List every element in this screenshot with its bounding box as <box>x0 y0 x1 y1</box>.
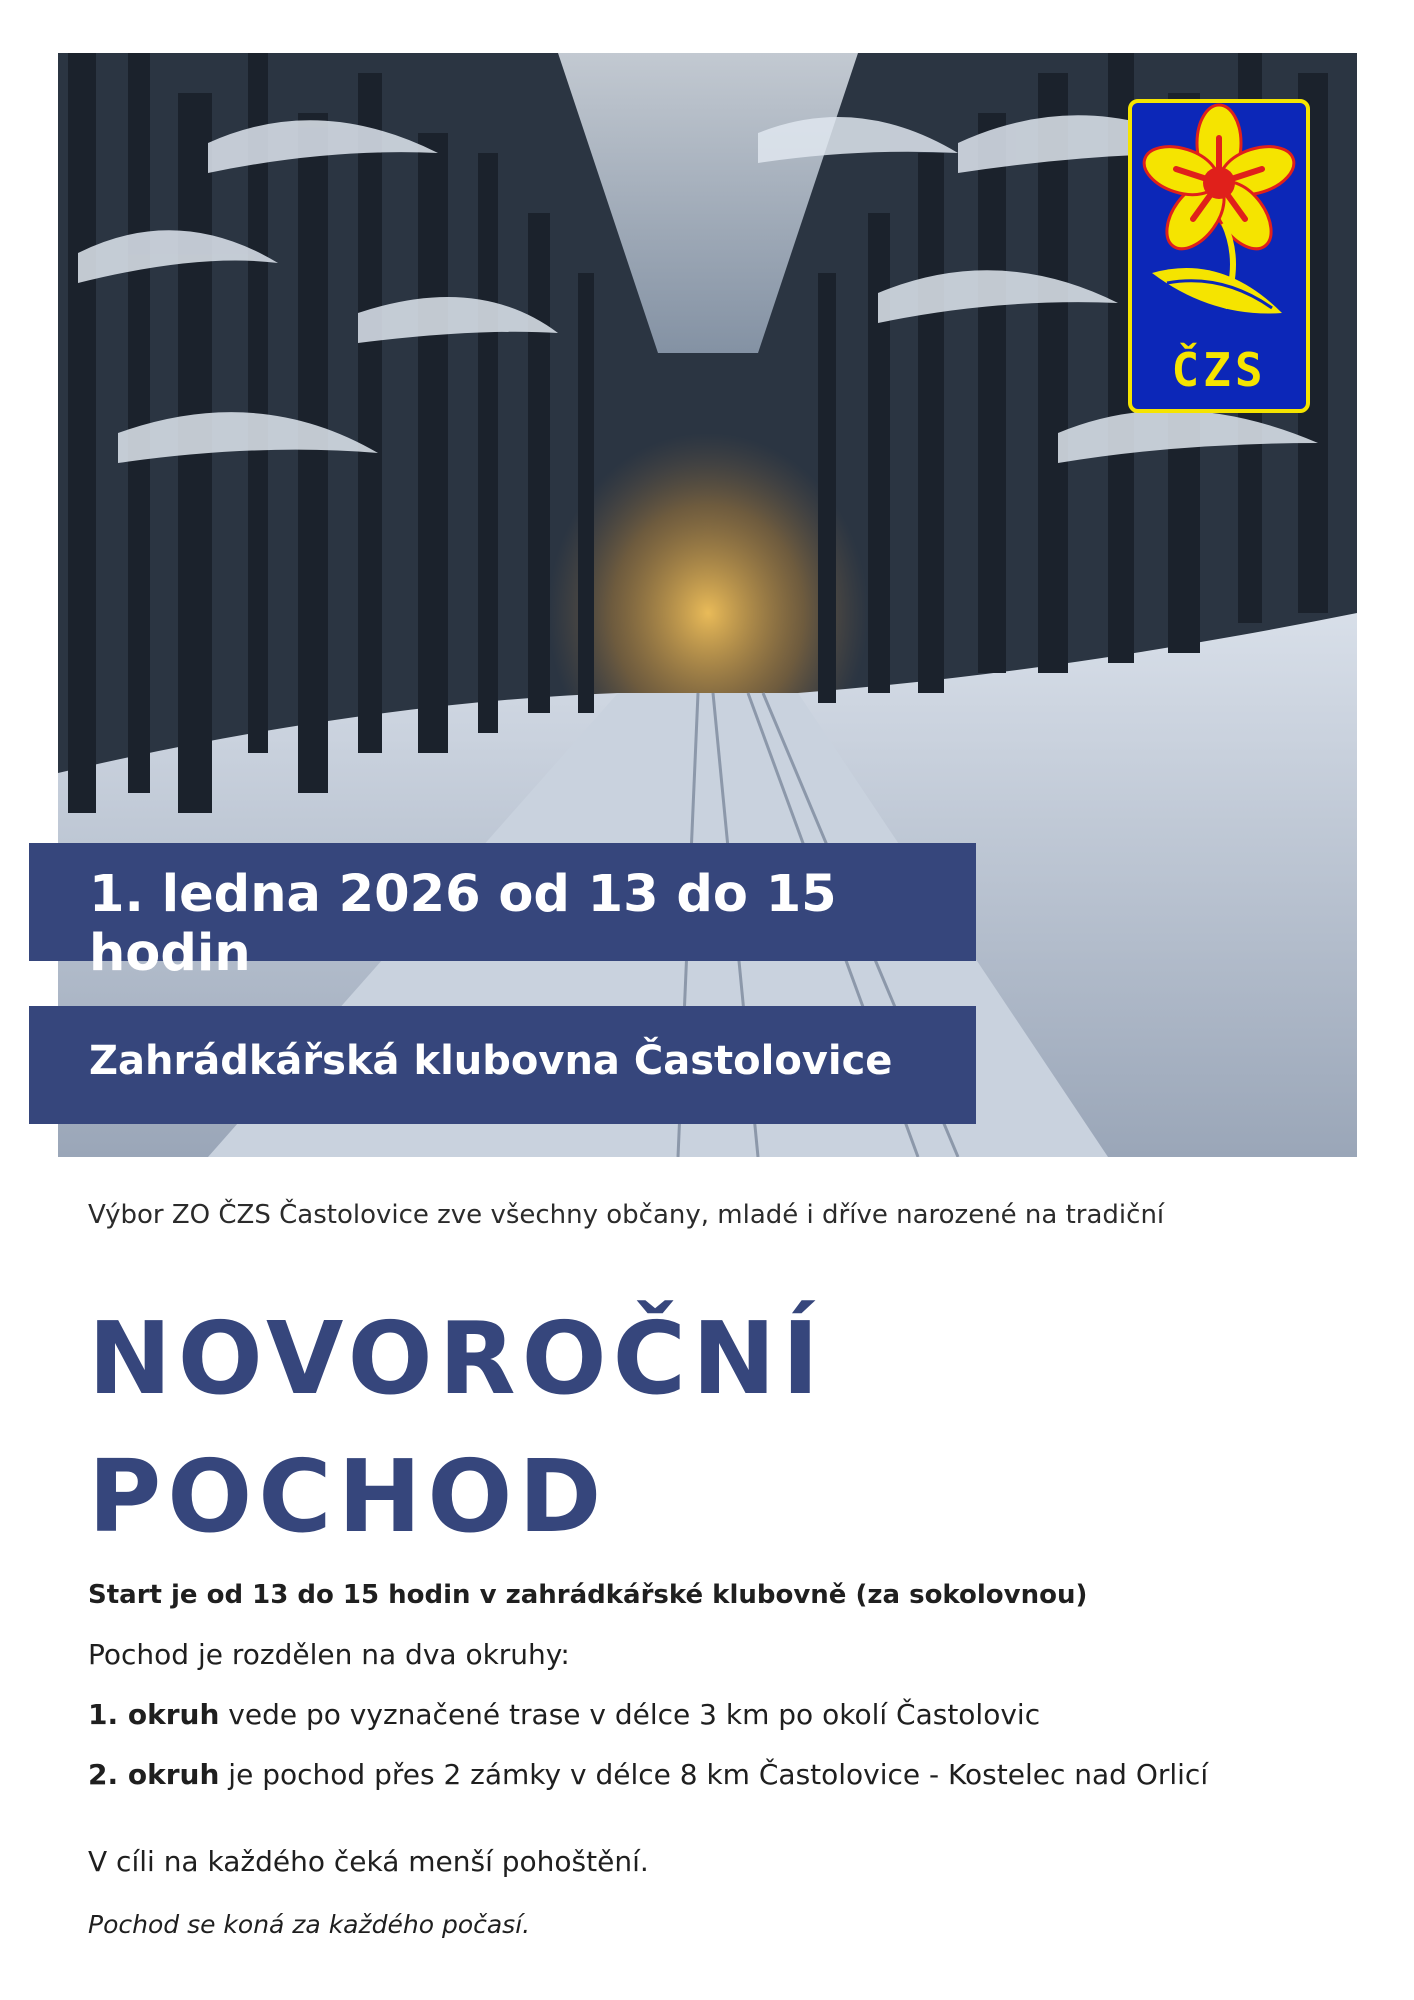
title-line-1: NOVOROČNÍ <box>88 1300 825 1417</box>
weather-info: Pochod se koná za každého počasí. <box>88 1910 531 1939</box>
route-1 <box>88 1698 1040 1731</box>
division-info: Pochod je rozdělen na dva okruhy: <box>88 1638 570 1671</box>
refreshment-info: V cíli na každého čeká menší pohoštění. <box>88 1845 649 1878</box>
route-2-label: 2. okruh <box>88 1758 220 1791</box>
logo-text: ČZS <box>1171 343 1267 397</box>
czs-logo <box>1128 99 1310 413</box>
start-info: Start je od 13 do 15 hodin v zahrádkářské klubovně (za sokolovnou) <box>88 1580 1088 1610</box>
intro-text: Výbor ZO ČZS Častolovice zve všechny občany, mladé i dříve narozené na tradiční <box>88 1200 1165 1230</box>
place-banner: Zahrádkářská klubovna Častolovice <box>29 1006 976 1124</box>
flower-icon <box>1132 103 1306 353</box>
route-2-text: je pochod přes 2 zámky v délce 8 km Častolovice - Kostelec nad Orlicí <box>219 1758 1209 1791</box>
title-line-2: POCHOD <box>88 1438 608 1555</box>
route-2 <box>88 1758 1208 1791</box>
route-1-label: 1. okruh <box>88 1698 220 1731</box>
date-banner: 1. ledna 2026 od 13 do 15 hodin <box>29 843 976 961</box>
route-1-text: vede po vyznačené trase v délce 3 km po okolí Častolovic <box>219 1698 1041 1731</box>
page-title <box>88 1290 825 1566</box>
